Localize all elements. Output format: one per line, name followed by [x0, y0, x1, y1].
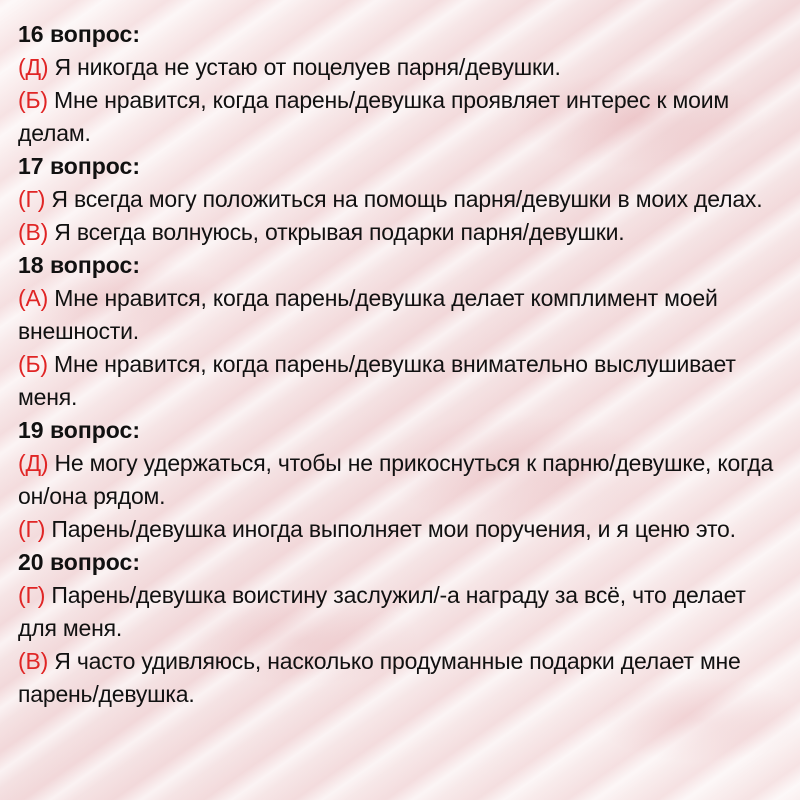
answer-text: Мне нравится, когда парень/девушка делает комплимент моей внешности.	[18, 285, 718, 344]
answer-option	[18, 579, 784, 645]
question-19	[18, 414, 784, 546]
answer-option	[18, 282, 784, 348]
answer-text: Я всегда волнуюсь, открывая подарки парня/девушки.	[48, 219, 625, 245]
answer-text: Мне нравится, когда парень/девушка проявляет интерес к моим делам.	[18, 87, 730, 146]
question-title: 19 вопрос:	[18, 417, 140, 443]
question-16	[18, 18, 784, 150]
answer-text: Мне нравится, когда парень/девушка внимательно выслушивает меня.	[18, 351, 736, 410]
answer-option	[18, 348, 784, 414]
answer-letter: (Г)	[18, 516, 46, 542]
answer-option	[18, 645, 784, 711]
answer-option	[18, 84, 784, 150]
question-17	[18, 150, 784, 249]
answer-text: Я часто удивляюсь, насколько продуманные подарки делает мне парень/девушка.	[18, 648, 741, 707]
answer-letter: (Б)	[18, 351, 48, 377]
quiz-content	[18, 18, 784, 711]
question-title: 20 вопрос:	[18, 549, 140, 575]
answer-letter: (Б)	[18, 87, 48, 113]
answer-text: Я никогда не устаю от поцелуев парня/девушки.	[48, 54, 561, 80]
answer-option	[18, 51, 784, 84]
answer-option	[18, 447, 784, 513]
question-title: 16 вопрос:	[18, 21, 140, 47]
answer-letter: (Г)	[18, 186, 46, 212]
answer-option	[18, 183, 784, 216]
answer-letter: (Г)	[18, 582, 46, 608]
answer-letter: (Д)	[18, 450, 49, 476]
answer-letter: (А)	[18, 285, 49, 311]
answer-text: Парень/девушка иногда выполняет мои поручения, и я ценю это.	[45, 516, 736, 542]
question-18	[18, 249, 784, 414]
question-20	[18, 546, 784, 711]
question-title: 18 вопрос:	[18, 252, 140, 278]
answer-letter: (Д)	[18, 54, 49, 80]
answer-letter: (В)	[18, 648, 49, 674]
answer-option	[18, 216, 784, 249]
answer-text: Не могу удержаться, чтобы не прикоснуться к парню/девушке, когда он/она рядом.	[18, 450, 774, 509]
answer-text: Парень/девушка воистину заслужил/-а награду за всё, что делает для меня.	[18, 582, 746, 641]
answer-letter: (В)	[18, 219, 49, 245]
question-title: 17 вопрос:	[18, 153, 140, 179]
answer-option	[18, 513, 784, 546]
answer-text: Я всегда могу положиться на помощь парня/девушки в моих делах.	[45, 186, 763, 212]
